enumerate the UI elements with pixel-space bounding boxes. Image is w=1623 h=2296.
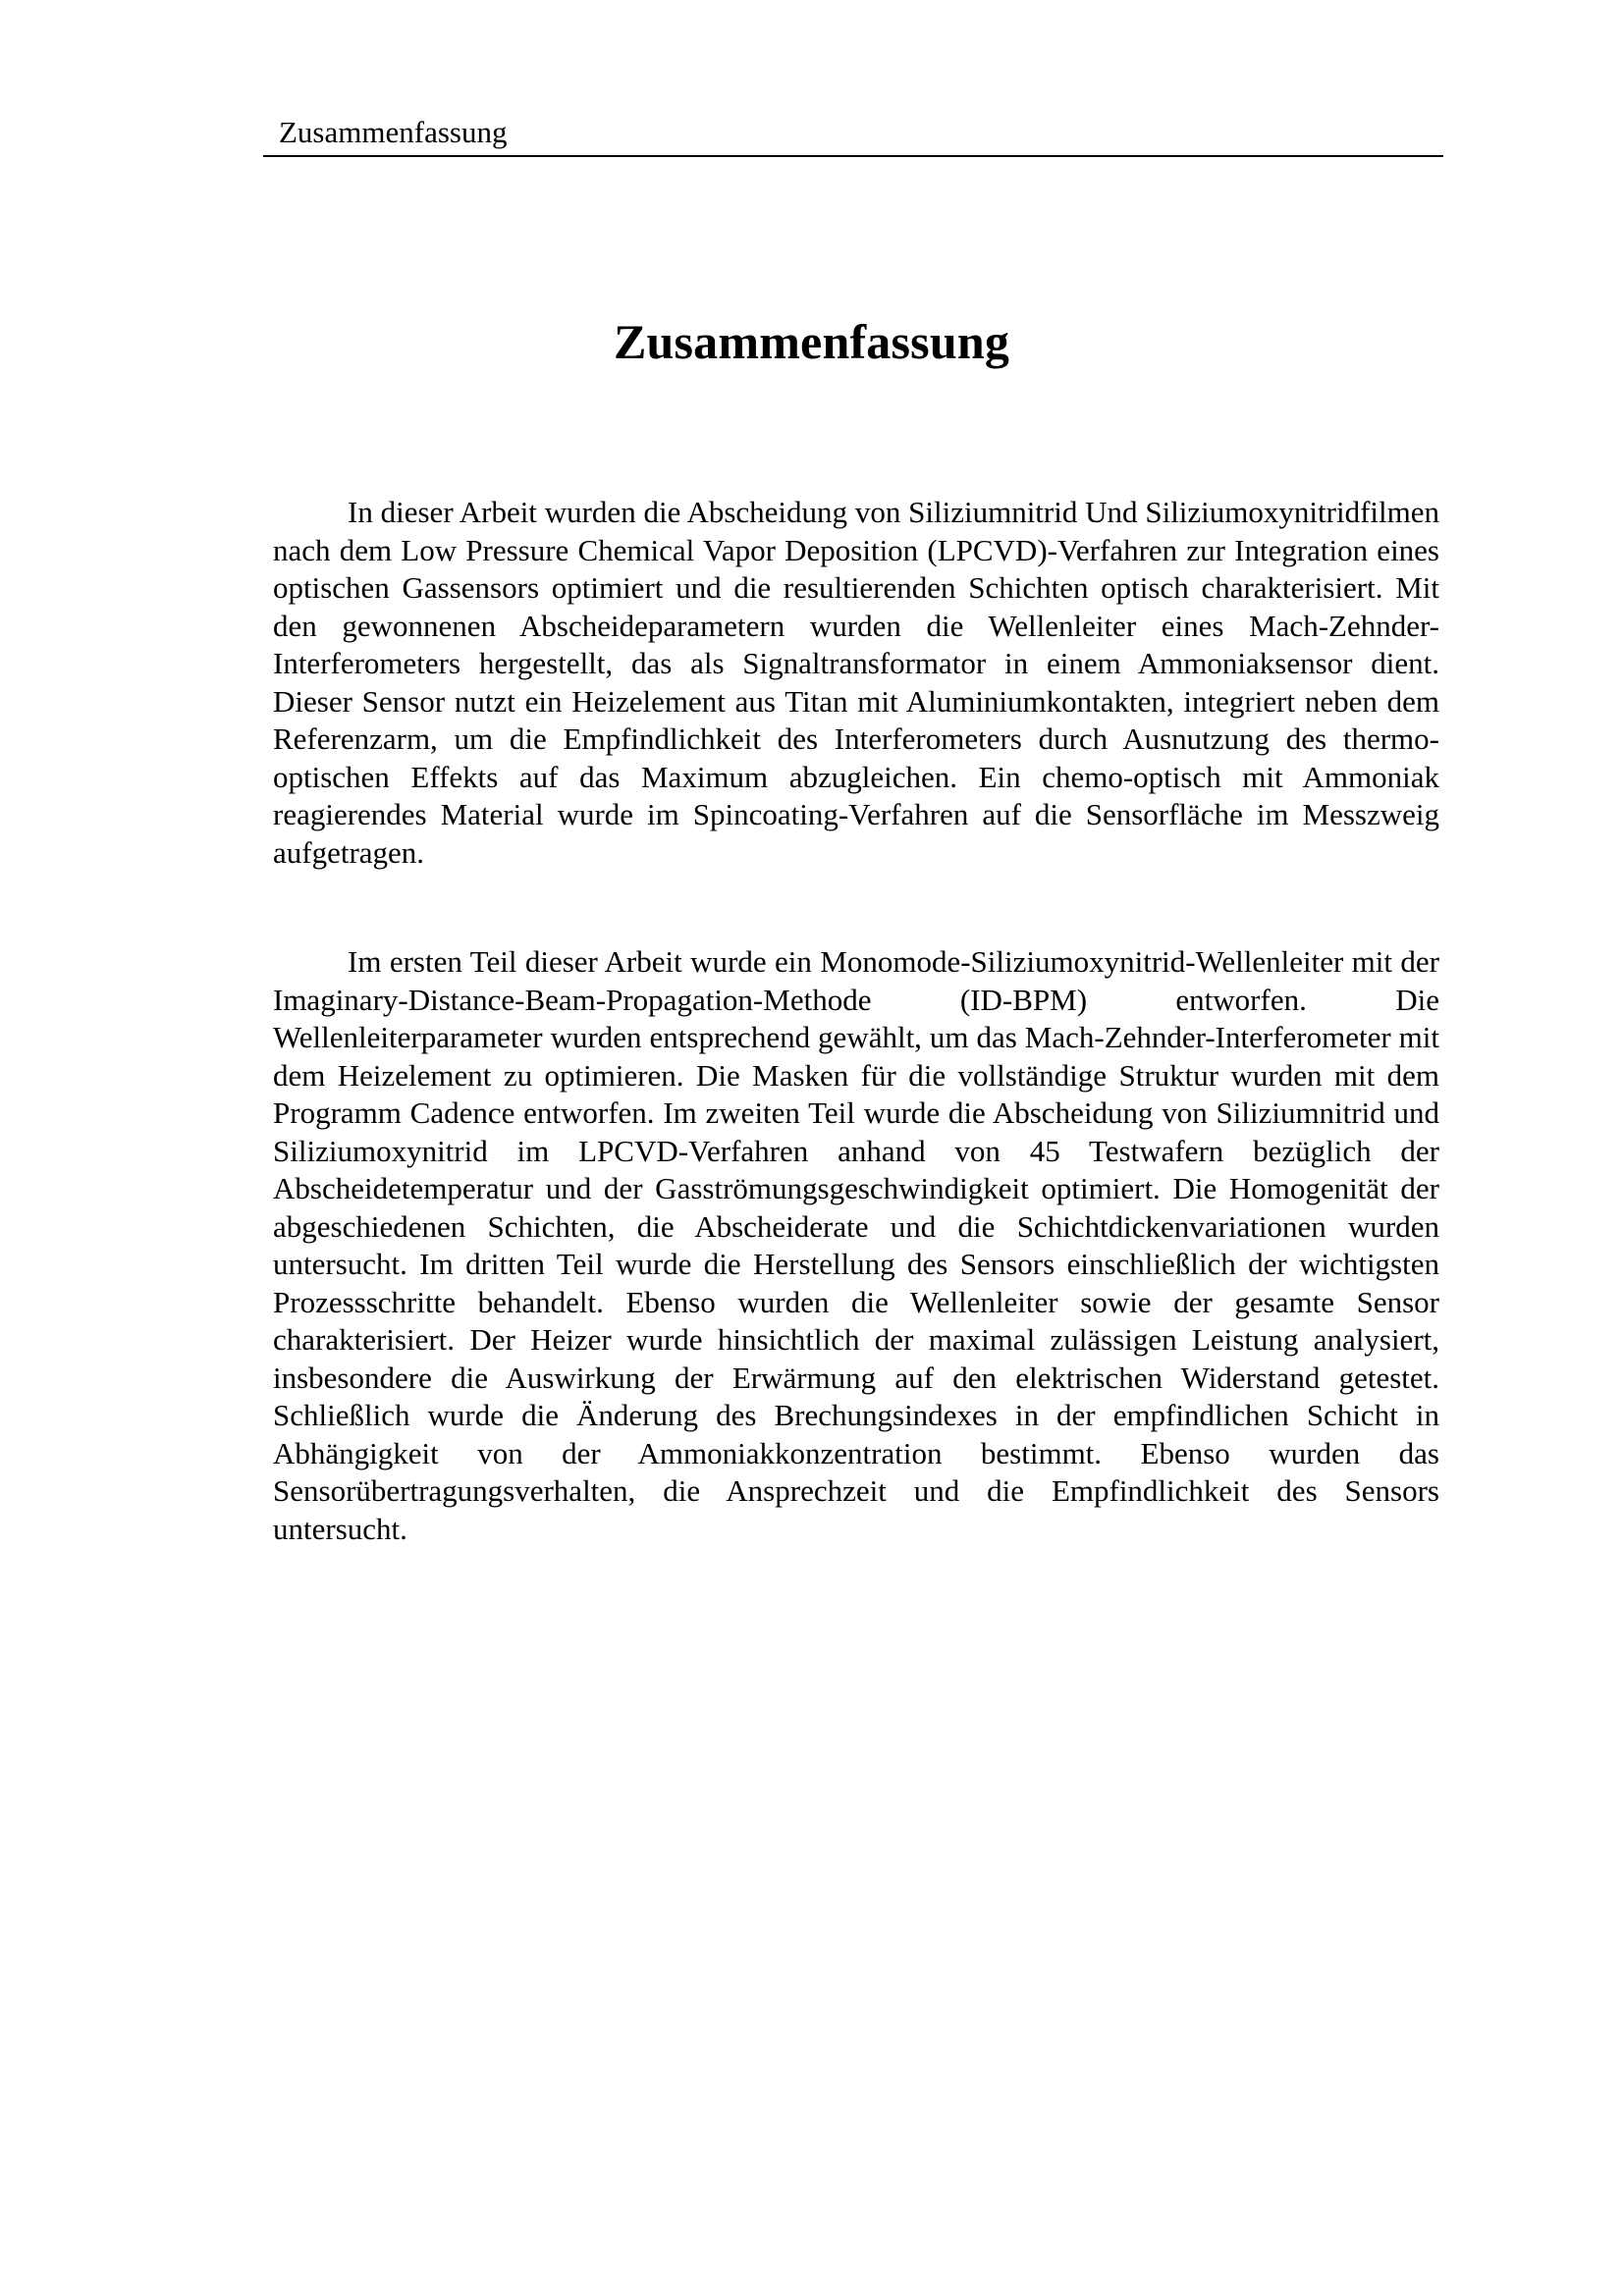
- page-title: Zusammenfassung: [613, 314, 1010, 369]
- abstract-body: [273, 494, 1439, 1548]
- abstract-paragraph-2: Im ersten Teil dieser Arbeit wurde ein Monomode-Siliziumoxynitrid-Wellenleiter mit der Imaginary-Distance-Beam-Propagation-Methode (ID-BPM) entworfen. Die Wellenleiterparameter wurden entsprechend gewählt, um das Mach-Zehnder-Interferometer mit dem Heizelement zu optimieren. Die Masken für die vollständige Struktur wurden mit dem Programm Cadence entworfen. Im zweiten Teil wurde die Abscheidung von Siliziumnitrid und Siliziumoxynitrid im LPCVD-Verfahren anhand von 45 Testwafern bezüglich der Abscheidetemperatur und der Gasströmungsgeschwindigkeit optimiert. Die Homogenität der abgeschiedenen Schichten, die Abscheiderate und die Schichtdickenvariationen wurden untersucht. Im dritten Teil wurde die Herstellung des Sensors einschließlich der wichtigsten Prozessschritte behandelt. Ebenso wurden die Wellenleiter sowie der gesamte Sensor charakterisiert. Der Heizer wurde hinsichtlich der maximal zulässigen Leistung analysiert, insbesondere die Auswirkung der Erwärmung auf den elektrischen Widerstand getestet. Schließlich wurde die Änderung des Brechungsindexes in der empfindlichen Schicht in Abhängigkeit von der Ammoniakkonzentration bestimmt. Ebenso wurden das Sensorübertragungsverhalten, die Ansprechzeit und die Empfindlichkeit des Sensors untersucht.: [273, 944, 1439, 1546]
- running-header: [263, 108, 1443, 157]
- abstract-paragraph-1: In dieser Arbeit wurden die Abscheidung von Siliziumnitrid Und Siliziumoxynitridfilmen nach dem Low Pressure Chemical Vapor Deposition (LPCVD)-Verfahren zur Integration eines optischen Gassensors optimiert und die resultierenden Schichten optisch charakterisiert. Mit den gewonnenen Abscheideparametern wurden die Wellenleiter eines Mach-Zehnder-Interferometers hergestellt, das als Signaltransformator in einem Ammoniaksensor dient. Dieser Sensor nutzt ein Heizelement aus Titan mit Aluminiumkontakten, integriert neben dem Referenzarm, um die Empfindlichkeit des Interferometers durch Ausnutzung des thermo-optischen Effekts auf das Maximum abzugleichen. Ein chemo-optisch mit Ammoniak reagierendes Material wurde im Spincoating-Verfahren auf die Sensorfläche im Messzweig aufgetragen.: [273, 495, 1439, 870]
- running-header-title: Zusammenfassung: [279, 115, 508, 149]
